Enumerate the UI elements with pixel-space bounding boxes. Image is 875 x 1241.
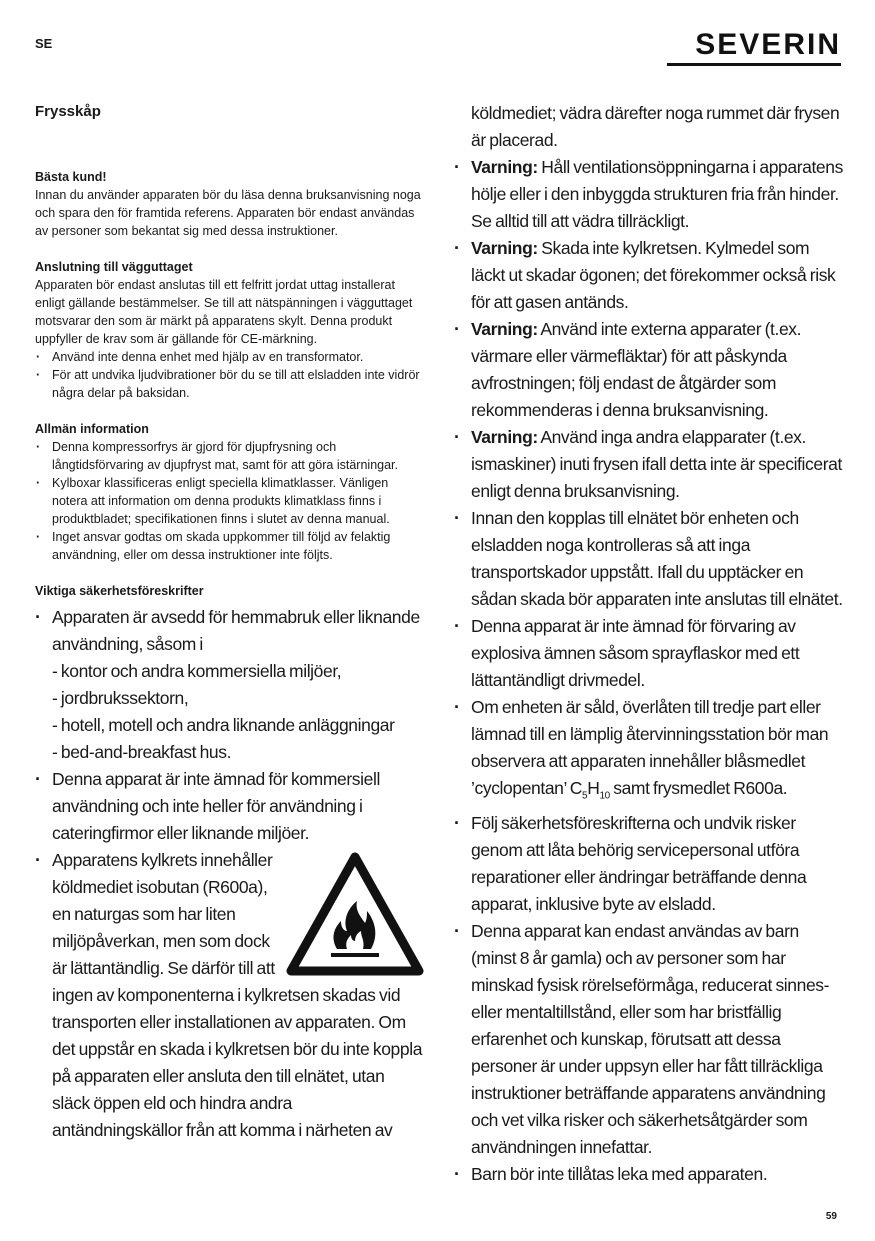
warning-label: Varning: (471, 157, 538, 177)
list-item: · Inget ansvar godtas om skada uppkommer till följd av felaktig användning, eller om dessa instruktioner inte följts. (35, 528, 425, 564)
safety-item-text: Apparaten är avsedd för hemmabruk eller liknande användning, såsom i (52, 607, 420, 654)
formula-element: H (587, 778, 600, 798)
warning-text: Skada inte kylkretsen. Kylmedel som läckt ut skadar ögonen; det förekommer också risk för att gasen antänds. (471, 238, 836, 312)
list-item (35, 847, 425, 1144)
warning-label: Varning: (471, 238, 538, 258)
connection-list (35, 348, 425, 402)
list-item: · Barn bör inte tillåtas leka med apparaten. (454, 1161, 844, 1188)
list-item: · Följ säkerhetsföreskrifterna och undvik risker genom att låta behörig servicepersonal utföra reparationer eller ändringar beträffande denna apparat, inklusive byte av elsladd. (454, 810, 844, 918)
intro-heading: Bästa kund! (35, 170, 107, 184)
brand-logo: SEVERIN (695, 28, 841, 61)
safety-section (35, 582, 425, 600)
safety-list-right (454, 100, 844, 1188)
warning-label: Varning: (471, 319, 538, 339)
list-item (454, 154, 844, 235)
warning-text: Använd inga andra elapparater (t.ex. ismaskiner) inuti frysen ifall detta inte är specificerat enligt denna bruksanvisning. (471, 427, 842, 501)
safety-item-text: samt frysmedlet R600a. (609, 778, 788, 798)
sub-list-item: - bed-and-breakfast hus. (52, 739, 425, 766)
general-section (35, 420, 425, 564)
formula-subscript: 10 (599, 790, 610, 802)
formula-subscript: 5 (582, 790, 588, 802)
list-item: · Denna kompressorfrys är gjord för djupfrysning och långtidsförvaring av djupfryst mat, samt för att göra istärningar. (35, 438, 425, 474)
list-item (454, 424, 844, 505)
list-item: · För att undvika ljudvibrationer bör du se till att elsladden inte vidrör några delar på baksidan. (35, 366, 425, 402)
safety-item-text: Apparatens kylkrets innehåller köldmediet isobutan (R600a), en naturgas som har liten miljöpåverkan, men som dock är lättantändlig. Se därför till att ingen av komponenterna i kylkretsen skadas vid transporten eller installationen av apparaten. Om det uppstår en skada i kylkretsen bör du inte koppla på apparaten eller ansluta den till elnätet, utan släck öppen eld och hindra andra antändningskällor från att komma i närheten av (52, 850, 423, 1140)
safety-sublist (52, 658, 425, 766)
warning-label: Varning: (471, 427, 538, 447)
general-list (35, 438, 425, 564)
safety-list-left (35, 604, 425, 1144)
safety-item-continuation: köldmediet; vädra därefter noga rummet där frysen är placerad. (471, 103, 840, 150)
list-item: · Denna apparat kan endast användas av barn (minst 8 år gamla) och av personer som har minskad fysisk rörelseförmåga, reducerat sinnes- eller mentaltillstånd, eller som har bristfällig erfarenhet och kunskap, förutsatt att dessa personer är under uppsyn eller har fått tillräckliga instruktioner beträffande apparatens användning och vet vilka risker och säkerhetsåtgärder som användningen innefattar. (454, 918, 844, 1161)
list-item (35, 604, 425, 766)
left-column (35, 103, 425, 1144)
warning-text: Använd inte externa apparater (t.ex. värmare eller värmefläktar) för att påskynda avfrostningen; följ endast de åtgärder som rekommenderas i denna bruksanvisning. (471, 319, 802, 420)
sub-list-item: - kontor och andra kommersiella miljöer, (52, 658, 425, 685)
flammable-warning-icon (285, 851, 425, 977)
page-number: 59 (825, 1211, 837, 1222)
list-item (454, 316, 844, 424)
right-column (454, 100, 844, 1188)
list-item (454, 694, 844, 810)
warning-text: Håll ventilationsöppningarna i apparatens hölje eller i den inbyggda strukturen fria från hinder. Se alltid till att vädra tillräckligt. (471, 157, 843, 231)
intro-section (35, 168, 425, 240)
sub-list-item: - hotell, motell och andra liknande anläggningar (52, 712, 425, 739)
list-item (454, 235, 844, 316)
page-title: Frysskåp (35, 103, 101, 120)
sub-list-item: - jordbrukssektorn, (52, 685, 425, 712)
connection-text: Apparaten bör endast anslutas till ett felfritt jordat uttag installerat enligt gällande bestämmelser. Se till att nätspänningen i vägguttaget motsvarar den som är märkt på apparatens skylt. Denna produkt uppfyller de krav som är gällande för CE-märkning. (35, 278, 413, 346)
safety-heading: Viktiga säkerhetsföreskrifter (35, 584, 204, 598)
list-item: · Kylboxar klassificeras enligt speciella klimatklasser. Vänligen notera att information om denna produkts klimatklass finns i produktbladet; specifikationen finns i slutet av denna manual. (35, 474, 425, 528)
safety-item-text: Om enheten är såld, överlåten till tredje part eller lämnad till en lämplig återvinningsstation bör man observera att apparaten innehåller blåsmedlet ’cyclopentan’ C (471, 697, 829, 798)
language-code: SE (35, 36, 53, 51)
list-item: · Denna apparat är inte ämnad för kommersiell användning och inte heller för användning i cateringfirmor eller liknande miljöer. (35, 766, 425, 847)
connection-section (35, 258, 425, 402)
list-item: · Innan den kopplas till elnätet bör enheten och elsladden noga kontrolleras så att inga transportskador uppstått. Ifall du upptäcker en sådan skada bör apparaten inte anslutas till elnätet. (454, 505, 844, 613)
list-item: · Använd inte denna enhet med hjälp av en transformator. (35, 348, 425, 366)
general-heading: Allmän information (35, 422, 149, 436)
connection-heading: Anslutning till vägguttaget (35, 260, 193, 274)
intro-text: Innan du använder apparaten bör du läsa denna bruksanvisning noga och spara den för framtida referens. Apparaten bör endast användas av personer som bekantat sig med dessa instruktioner. (35, 188, 421, 238)
brand-underline (667, 63, 841, 66)
list-item: · Denna apparat är inte ämnad för förvaring av explosiva ämnen såsom sprayflaskor med ett lättantändligt drivmedel. (454, 613, 844, 694)
